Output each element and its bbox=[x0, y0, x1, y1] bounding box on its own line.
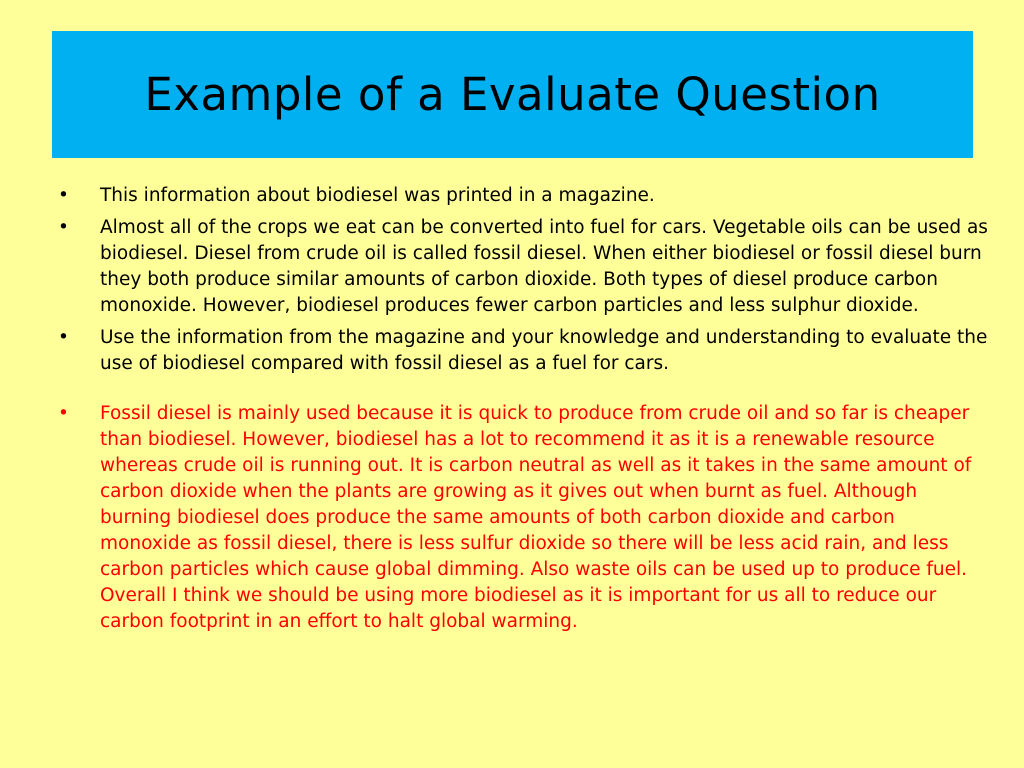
bullet-icon: • bbox=[58, 217, 69, 238]
bullet-icon: • bbox=[58, 403, 69, 424]
bullet-icon: • bbox=[58, 185, 69, 206]
answer-bullet-item bbox=[58, 401, 988, 635]
answer-text: Fossil diesel is mainly used because it is quick to produce from crude oil and so far is cheaper than biodiesel. However, biodiesel has a lot to recommend it as it is a renewable resource whereas crude oil is running out. It is carbon neutral as well as it takes in the same amount of carbon dioxide when the plants are growing as it gives out when burnt as fuel. Although burning biodiesel does produce the same amounts of both carbon dioxide and carbon monoxide as fossil diesel, there is less sulfur dioxide so there will be less acid rain, and less carbon particles which cause global dimming. Also waste oils can be used up to produce fuel. Overall I think we should be using more biodiesel as it is important for us all to reduce our carbon footprint in an effort to halt global warming. bbox=[100, 403, 972, 632]
bullet-item bbox=[58, 183, 988, 209]
title-bar bbox=[52, 31, 973, 158]
bullet-item bbox=[58, 215, 988, 319]
bullet-text: Use the information from the magazine and your knowledge and understanding to evaluate the use of biodiesel compared with fossil diesel as a fuel for cars. bbox=[100, 327, 988, 374]
slide-title: Example of a Evaluate Question bbox=[144, 68, 881, 121]
bullet-item bbox=[58, 325, 988, 377]
bullet-text: Almost all of the crops we eat can be converted into fuel for cars. Vegetable oils can be used as biodiesel. Diesel from crude oil is called fossil diesel. When either biodiesel or fossil diesel burn they both produce similar amounts of carbon dioxide. Both types of diesel produce carbon monoxide. However, biodiesel produces fewer carbon particles and less sulphur dioxide. bbox=[100, 217, 988, 316]
bullet-text: This information about biodiesel was printed in a magazine. bbox=[100, 185, 655, 206]
bullet-list bbox=[58, 183, 988, 641]
bullet-icon: • bbox=[58, 327, 69, 348]
